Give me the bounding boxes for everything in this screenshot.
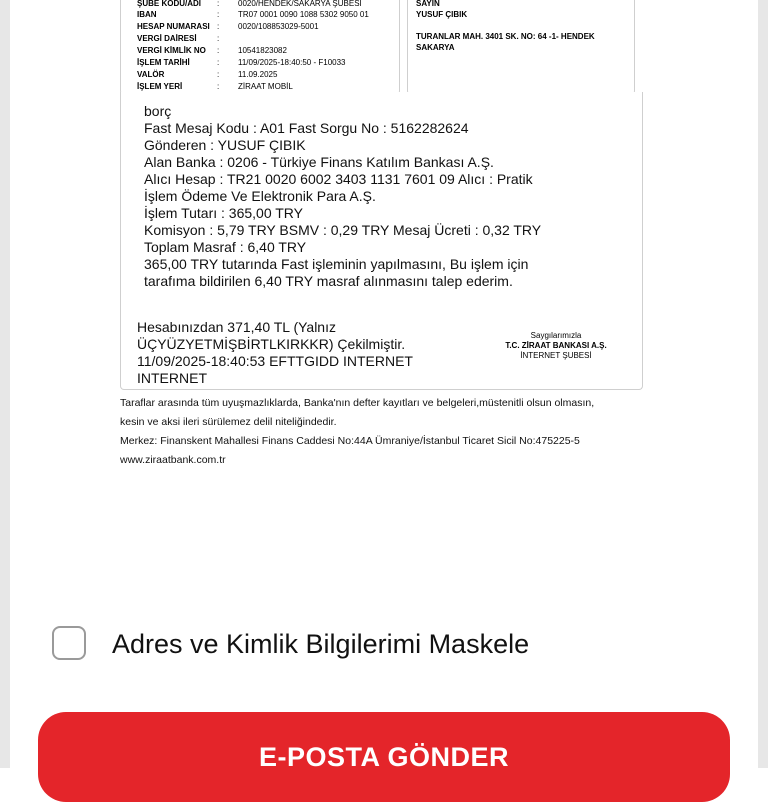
signature-bank-name: T.C. ZİRAAT BANKASI A.Ş. — [505, 341, 607, 350]
info-key: VALÖR — [137, 70, 165, 79]
description-line: 365,00 TRY tutarında Fast işleminin yapılmasını, Bu işlem için — [144, 256, 529, 272]
info-value: 11.09.2025 — [238, 70, 278, 79]
recipient-name: YUSUF ÇIBIK — [416, 10, 468, 19]
info-key: HESAP NUMARASI — [137, 22, 210, 31]
description-line: Gönderen : YUSUF ÇIBIK — [144, 137, 306, 153]
recipient-info-box — [407, 0, 635, 95]
description-line: tarafıma bildirilen 6,40 TRY masraf alınmasını talep ederim. — [144, 273, 513, 289]
footer-website: www.ziraatbank.com.tr — [120, 454, 226, 466]
footer-line: Merkez: Finanskent Mahallesi Finans Caddesi No:44A Ümraniye/İstanbul Ticaret Sicil No:475225-5 — [120, 435, 580, 447]
info-sep: : — [217, 58, 220, 67]
info-sep: : — [217, 46, 220, 55]
info-sep: : — [217, 70, 220, 79]
info-sep: : — [217, 0, 220, 8]
info-key: VERGİ KİMLİK NO — [137, 46, 206, 55]
withdrawal-line: 11/09/2025-18:40:53 EFTTGIDD INTERNET — [137, 353, 413, 369]
withdrawal-line: ÜÇYÜZYETMİŞBİRTLKIRKKR) Çekilmiştir. — [137, 336, 406, 352]
withdrawal-line: INTERNET — [137, 370, 207, 386]
description-line: Toplam Masraf : 6,40 TRY — [144, 239, 307, 255]
left-gutter — [0, 0, 10, 768]
recipient-address-line2: SAKARYA — [416, 43, 455, 52]
description-line: İşlem Ödeme Ve Elektronik Para A.Ş. — [144, 188, 376, 204]
info-sep: : — [217, 34, 220, 43]
info-sep: : — [217, 82, 220, 91]
info-sep: : — [217, 22, 220, 31]
info-key: IBAN — [137, 10, 157, 19]
description-line: Fast Mesaj Kodu : A01 Fast Sorgu No : 5162282624 — [144, 120, 469, 136]
signature-greeting: Saygılarımızla — [530, 331, 582, 340]
description-line: borç — [144, 103, 172, 119]
info-key: VERGİ DAİRESİ — [137, 34, 197, 43]
account-info-box — [120, 0, 400, 95]
send-email-button-label: E-POSTA GÖNDER — [258, 742, 509, 772]
description-line: Komisyon : 5,79 TRY BSMV : 0,29 TRY Mesaj Ücreti : 0,32 TRY — [144, 222, 542, 238]
footer-line: Taraflar arasında tüm uyuşmazlıklarda, Banka'nın defter kayıtları ve belgeleri,müstenitli olsun olmasın, — [120, 397, 595, 409]
info-value: 0020/108853029-5001 — [238, 22, 319, 31]
info-value: 10541823082 — [238, 46, 287, 55]
recipient-heading: SAYIN — [416, 0, 440, 8]
send-email-button[interactable] — [38, 712, 730, 802]
info-key: İŞLEM YERİ — [137, 82, 183, 91]
mask-details-checkbox[interactable] — [52, 626, 86, 660]
info-value: 0020/HENDEK/SAKARYA ŞUBESİ — [238, 0, 362, 8]
right-gutter — [758, 0, 768, 768]
info-key: ŞUBE KODU/ADI — [137, 0, 202, 8]
info-key: İŞLEM TARİHİ — [137, 58, 190, 67]
mask-details-label[interactable]: Adres ve Kimlik Bilgilerimi Maskele — [112, 629, 530, 659]
recipient-address-line1: TURANLAR MAH. 3401 SK. NO: 64 -1- HENDEK — [416, 32, 595, 41]
signature-branch: İNTERNET ŞUBESİ — [520, 351, 592, 360]
info-sep: : — [217, 10, 220, 19]
description-line: Alıcı Hesap : TR21 0020 6002 3403 1131 7601 09 Alıcı : Pratik — [144, 171, 533, 187]
info-value: TR07 0001 0090 1088 5302 9050 01 — [238, 10, 369, 19]
description-line: İşlem Tutarı : 365,00 TRY — [144, 205, 304, 221]
info-value: ZİRAAT MOBİL — [238, 82, 293, 91]
footer-line: kesin ve aksi ileri sürülemez delil niteliğindedir. — [120, 416, 337, 428]
info-value: 11/09/2025-18:40:50 - F10033 — [238, 58, 346, 67]
description-line: Alan Banka : 0206 - Türkiye Finans Katılım Bankası A.Ş. — [144, 154, 494, 170]
withdrawal-line: Hesabınızdan 371,40 TL (Yalnız — [137, 319, 336, 335]
